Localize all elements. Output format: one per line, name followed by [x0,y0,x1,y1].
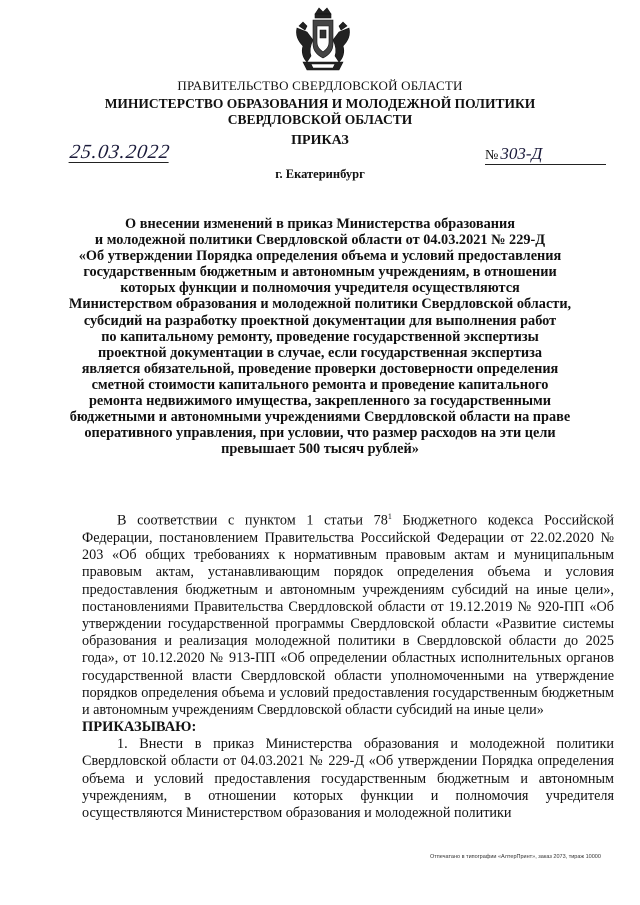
preamble-paragraph [82,508,614,719]
title-line: бюджетными и автономными учреждениями Свердловской области на праве [69,409,571,426]
city: г. Екатеринбург [275,167,365,181]
title-line: сметной стоимости капитального ремонта и проведение капитального [91,376,549,393]
government-name: ПРАВИТЕЛЬСТВО СВЕРДЛОВСКОЙ ОБЛАСТИ [177,78,463,93]
ministry-line-1: МИНИСТЕРСТВО ОБРАЗОВАНИЯ И МОЛОДЕЖНОЙ ПОЛИТИКИ [104,96,536,111]
title-line: «Об утверждении Порядка определения объема и условий предоставления [78,248,562,265]
title-line: ремонта недвижимого имущества, закрепленного за государственными [88,393,552,410]
title-line: проектной документации в случае, если государственная экспертиза [98,344,542,361]
title-line: является обязательной, проведение проверки достоверности определения [81,360,559,377]
print-footer-note: Отпечатано в типографии «АлтерПринт», заказ 2073, тираж 10000 [430,854,601,860]
ministry-name [0,96,640,128]
title-line: О внесении изменений в приказ Министерства образования [125,216,515,232]
preamble-text-rest: Бюджетного кодекса Российской Федерации, постановлением Правительства Российской Федерации от 22.02.2020 № 203 «Об общих требованиях к нормативным правовым актам и муниципальным правовым актам, устанавливающим порядок определения объема и условия предоставления бюджетным и автономным учреждениям субсидий на иные цели», постановлениями Правительства Свердловской области от 19.12.2019 № 920-ПП «Об утверждении государственной программы Свердловской области «Развитие системы образования и реализация молодежной политики в Свердловской области до 2025 года», от 10.12.2020 № 913-ПП «Об определении областных исполнительных органов государственной власти Свердловской области уполномоченными на утверждение порядков определения объема и условий предоставления государственным бюджетным и автономным учреждениям Свердловской области субсидий на иные цели» [82,512,615,718]
title-line: субсидий на разработку проектной документации для выполнения работ [83,312,557,329]
ministry-line-2: СВЕРДЛОВСКОЙ ОБЛАСТИ [227,112,413,127]
document-body [82,508,614,822]
orders-label: ПРИКАЗЫВАЮ: [82,719,197,736]
document-type: ПРИКАЗ [291,133,349,148]
order-date: 25.03.2022 [68,141,172,163]
title-line: которых функции и полномочия учредителя осуществляются [120,280,520,297]
order-title [40,216,600,457]
order-number [485,145,606,165]
title-line: по капитальному ремонту, проведение государственной экспертизы [101,328,539,345]
number-prefix: № [485,148,499,163]
order-number-value: 303-Д [500,144,543,163]
title-line: Министерством образования и молодежной политики Свердловской области, [68,296,572,313]
title-line: государственным бюджетным и автономным учреждениям, в отношении [83,264,557,281]
order-item-1: 1. Внести в приказ Министерства образования и молодежной политики Свердловской области от 04.03.2021 № 229-Д «Об утверждении Порядка определения объема и условий предоставления государственным бюджетным и автономным учреждениям, в отношении которых функции и полномочия учредителя осуществляются Министерством образования и молодежной политики [82,736,614,821]
sverdlovsk-coat-of-arms-icon [293,6,353,74]
article-superscript: 1 [387,512,392,521]
title-line: и молодежной политики Свердловской области от 04.03.2021 № 229-Д [94,232,546,249]
title-line: превышает 500 тысяч рублей» [221,441,419,458]
preamble-text-start: В соответствии с пунктом 1 статьи 78 [117,512,388,529]
title-line: оперативного управления, при условии, что размер расходов на эти цели [84,425,556,442]
